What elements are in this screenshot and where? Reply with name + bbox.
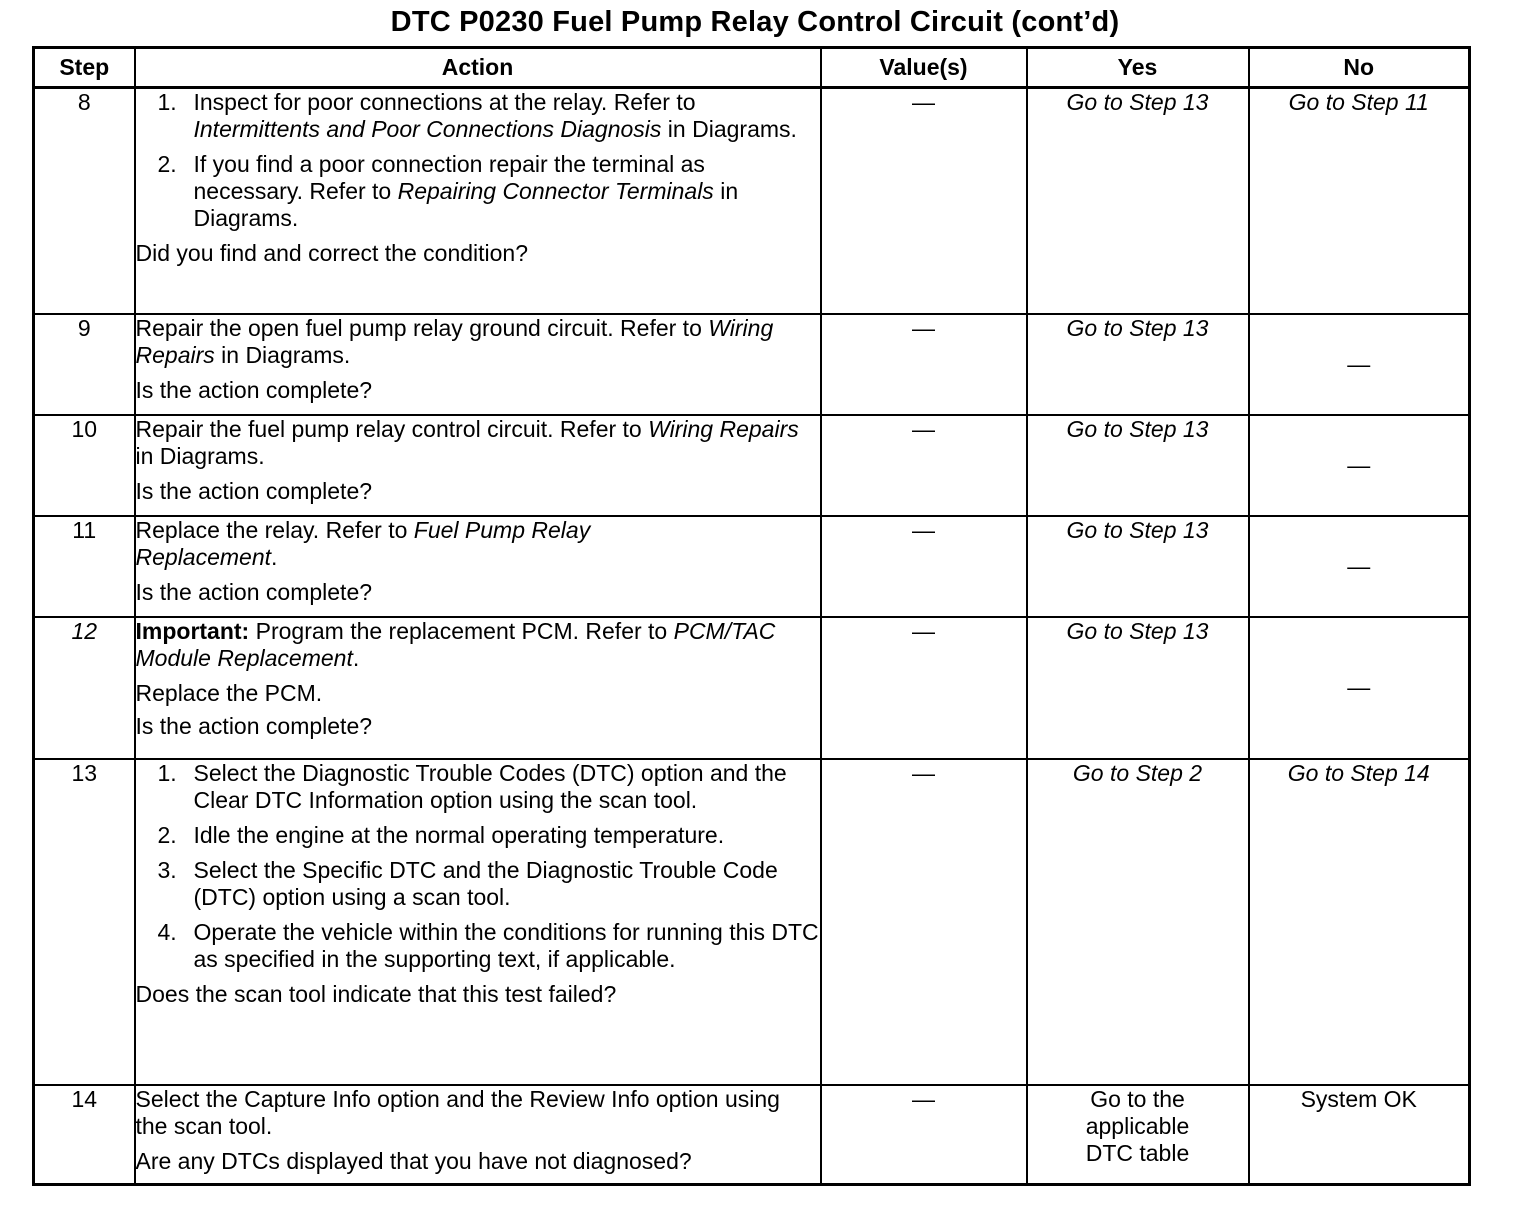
- value-dash: —: [912, 1085, 935, 1112]
- yes-cell: [1027, 759, 1249, 1085]
- no-cell: [1249, 1085, 1470, 1185]
- action-cell: [135, 1085, 821, 1185]
- important-label: Important:: [135, 617, 250, 644]
- action-cell: [135, 516, 821, 617]
- action-reference: PCM/TAC Module Replacement: [135, 617, 776, 671]
- value-cell: [821, 516, 1027, 617]
- no-cell: [1249, 415, 1470, 516]
- action-text: Repair the fuel pump relay control circuit. Refer to: [135, 415, 649, 442]
- action-text: Replace the relay. Refer to: [135, 516, 414, 543]
- action-question: Is the action complete?: [135, 477, 373, 504]
- action-question: Did you find and correct the condition?: [135, 240, 529, 266]
- yes-line: applicable: [1085, 1112, 1190, 1139]
- list-number: 2.: [157, 151, 177, 177]
- action-list-item: [156, 760, 820, 814]
- yes-line: Go to the: [1090, 1085, 1185, 1112]
- action-cell: [135, 314, 821, 415]
- action-text-line: Replace the PCM.: [135, 679, 323, 706]
- action-text: in Diagrams.: [135, 442, 265, 469]
- action-cell: [135, 759, 821, 1085]
- action-list-item: [156, 857, 820, 911]
- header-values: Value(s): [821, 48, 1027, 88]
- action-reference: Fuel Pump Relay Replacement: [135, 516, 591, 570]
- step-number: 11: [34, 516, 135, 617]
- yes-cell: [1027, 88, 1249, 314]
- table-row-step-8: [34, 88, 1470, 314]
- action-question: Is the action complete?: [135, 578, 373, 605]
- value-dash: —: [912, 759, 935, 786]
- no-goto: Go to Step 14: [1287, 759, 1430, 786]
- action-text: .: [271, 543, 278, 570]
- action-text: Idle the engine at the normal operating temperature.: [193, 821, 725, 848]
- no-goto: Go to Step 11: [1288, 89, 1429, 115]
- action-reference: Wiring Repairs: [648, 415, 799, 442]
- action-text: in Diagrams.: [193, 178, 739, 231]
- action-list-item: [156, 919, 820, 973]
- value-cell: [821, 415, 1027, 516]
- no-result: System OK: [1300, 1085, 1417, 1112]
- yes-cell: [1027, 314, 1249, 415]
- action-text: Select the Specific DTC and the Diagnostic Trouble Code (DTC) option using a scan tool.: [193, 856, 778, 910]
- table-row-step-9: [34, 314, 1470, 415]
- yes-goto: Go to Step 13: [1066, 617, 1209, 644]
- action-text: Operate the vehicle within the conditions for running this DTC as specified in the supporting text, if applicable.: [193, 918, 819, 972]
- table-row-step-13: [34, 759, 1470, 1085]
- action-text: If you find a poor connection repair the terminal as necessary. Refer to: [193, 151, 705, 204]
- action-text: Select the Diagnostic Trouble Codes (DTC) option and the Clear DTC Information option using the scan tool.: [193, 759, 787, 813]
- action-text: Inspect for poor connections at the relay. Refer to: [193, 89, 696, 115]
- value-dash: —: [912, 617, 935, 644]
- action-cell: [135, 415, 821, 516]
- step-number: 12: [34, 617, 135, 759]
- value-cell: [821, 1085, 1027, 1185]
- yes-goto: Go to Step 13: [1066, 516, 1209, 543]
- yes-cell: [1027, 1085, 1249, 1185]
- page-title: DTC P0230 Fuel Pump Relay Control Circuit (cont’d): [390, 6, 1120, 38]
- action-text: Repair the open fuel pump relay ground circuit. Refer to: [135, 314, 709, 341]
- yes-goto: Go to Step 13: [1066, 89, 1209, 115]
- value-cell: [821, 617, 1027, 759]
- action-text: in Diagrams.: [214, 341, 351, 368]
- action-list-item: [156, 151, 820, 232]
- action-text: Program the replacement PCM. Refer to: [249, 617, 674, 644]
- value-dash: —: [912, 516, 935, 543]
- no-cell: [1249, 617, 1470, 759]
- no-cell: [1249, 88, 1470, 314]
- action-list-item: [156, 89, 820, 143]
- value-dash: —: [912, 89, 935, 115]
- yes-cell: [1027, 617, 1249, 759]
- step-number: 8: [34, 88, 135, 314]
- table-row-step-10: [34, 415, 1470, 516]
- no-dash: —: [1347, 350, 1371, 377]
- header-step: Step: [34, 48, 135, 88]
- diagnostic-table: [32, 46, 1471, 1186]
- yes-goto: Go to Step 2: [1072, 759, 1203, 786]
- value-cell: [821, 314, 1027, 415]
- action-question: Is the action complete?: [135, 376, 373, 403]
- yes-cell: [1027, 415, 1249, 516]
- header-no: No: [1249, 48, 1470, 88]
- action-reference: Wiring Repairs: [135, 314, 774, 368]
- table-row-step-14: [34, 1085, 1470, 1185]
- action-list-item: [156, 822, 820, 849]
- value-cell: [821, 88, 1027, 314]
- action-question: Does the scan tool indicate that this test failed?: [135, 980, 617, 1007]
- list-number: 2.: [157, 821, 177, 848]
- step-number: 13: [34, 759, 135, 1085]
- step-number: 9: [34, 314, 135, 415]
- header-yes: Yes: [1027, 48, 1249, 88]
- list-number: 1.: [157, 759, 177, 786]
- step-number: 10: [34, 415, 135, 516]
- header-action: Action: [135, 48, 821, 88]
- no-cell: [1249, 759, 1470, 1085]
- no-cell: [1249, 516, 1470, 617]
- action-reference: Repairing Connector Terminals: [397, 178, 714, 204]
- table-row-step-12: [34, 617, 1470, 759]
- action-reference: Intermittents and Poor Connections Diagnosis: [193, 116, 662, 142]
- list-number: 3.: [157, 856, 177, 883]
- no-dash: —: [1347, 451, 1371, 478]
- value-cell: [821, 759, 1027, 1085]
- no-cell: [1249, 314, 1470, 415]
- table-row-step-11: [34, 516, 1470, 617]
- action-cell: [135, 88, 821, 314]
- list-number: 1.: [157, 89, 177, 115]
- yes-cell: [1027, 516, 1249, 617]
- no-dash: —: [1347, 552, 1371, 579]
- yes-line: DTC table: [1085, 1139, 1190, 1166]
- action-question: Is the action complete?: [135, 712, 373, 739]
- value-dash: —: [912, 415, 935, 442]
- table-header-row: [34, 48, 1470, 88]
- yes-goto: Go to Step 13: [1066, 314, 1209, 341]
- action-text: in Diagrams.: [661, 116, 797, 142]
- action-question: Are any DTCs displayed that you have not diagnosed?: [135, 1147, 692, 1174]
- action-text: Select the Capture Info option and the Review Info option using the scan tool.: [135, 1085, 780, 1139]
- action-cell: [135, 617, 821, 759]
- action-text: .: [352, 644, 360, 671]
- value-dash: —: [912, 314, 935, 341]
- list-number: 4.: [157, 918, 177, 945]
- no-dash: —: [1347, 674, 1371, 700]
- yes-goto: Go to Step 13: [1066, 415, 1209, 442]
- step-number: 14: [34, 1085, 135, 1185]
